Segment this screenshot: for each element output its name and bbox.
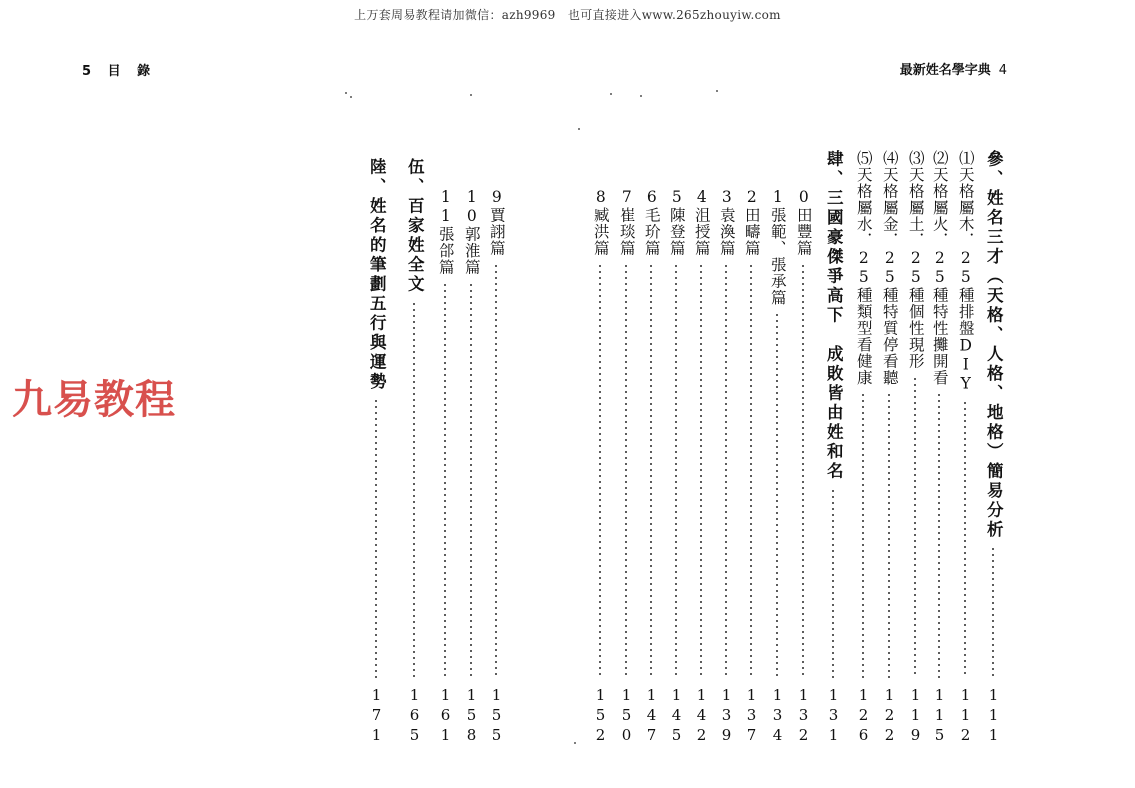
scan-speck [345, 92, 347, 94]
toc-entry-page: 122 [880, 686, 899, 746]
toc-entry-page: 132 [794, 686, 813, 746]
toc-entry[interactable] [877, 150, 901, 746]
toc-entry-title: 肆、三國豪傑爭高下 成敗皆由姓和名 [824, 150, 844, 482]
toc-entry-title: 8臧洪篇 [591, 188, 610, 257]
leader-dots [725, 263, 727, 679]
toc-entry-title: ⑸天格屬水．25種類型看健康 [854, 150, 873, 386]
toc-entry-page: 161 [436, 686, 455, 746]
leader-dots [992, 546, 994, 678]
toc-entry[interactable] [953, 150, 977, 746]
toc-entry-title: 7崔琰篇 [617, 188, 636, 257]
leader-dots [470, 282, 472, 679]
scan-speck [716, 90, 718, 92]
page-header-right [900, 59, 1007, 78]
toc-entry-page: 137 [742, 686, 761, 746]
toc-entry-title: ⑷天格屬金．25種特質停看聽 [880, 150, 899, 386]
toc-entry-page: 155 [487, 686, 506, 746]
toc-entry[interactable] [664, 188, 688, 746]
toc-entry[interactable] [739, 188, 763, 746]
toc-entry-page: 134 [768, 686, 787, 746]
toc-entry-title: 6毛玠篇 [642, 188, 661, 257]
toc-entry-page: 126 [854, 686, 873, 746]
toc-entry-page: 115 [930, 686, 949, 746]
leader-dots [964, 400, 966, 679]
toc-entry-page: 152 [591, 686, 610, 746]
toc-entry-title: 9賈詡篇 [487, 188, 506, 257]
toc-entry-page: 119 [906, 686, 925, 746]
toc-entry[interactable] [903, 150, 927, 746]
toc-entry-section-4[interactable] [821, 150, 845, 746]
scan-speck [610, 93, 612, 95]
toc-entry[interactable] [927, 150, 951, 746]
leader-dots [650, 263, 652, 679]
toc-entry[interactable] [433, 188, 457, 746]
toc-entry[interactable] [714, 188, 738, 746]
leader-dots [802, 263, 804, 679]
leader-dots [938, 392, 940, 678]
toc-entry-page: 142 [692, 686, 711, 746]
toc-entry-page: 171 [367, 686, 386, 746]
scan-speck [574, 742, 576, 744]
toc-entry[interactable] [639, 188, 663, 746]
leader-dots [495, 263, 497, 679]
scan-speck [350, 96, 352, 98]
toc-entry-title: 參、姓名三才（天格、人格、地格）簡易分析 [984, 150, 1004, 540]
leader-dots [675, 263, 677, 679]
toc-entry-title: 11張郃篇 [436, 188, 455, 276]
toc-entry-page: 145 [667, 686, 686, 746]
toc-entry[interactable] [459, 188, 483, 746]
toc-entry-title: 陸、姓名的筆劃五行與運勢 [367, 158, 387, 392]
leader-dots [888, 392, 890, 678]
website-banner: 上万套周易教程请加微信：azh9969 也可直接进入www.265zhouyiw.com [354, 8, 781, 22]
toc-entry-title: 4沮授篇 [692, 188, 711, 257]
leader-dots [750, 263, 752, 679]
toc-entry[interactable] [614, 188, 638, 746]
toc-entry-page: 158 [462, 686, 481, 746]
toc-entry-title: 2田疇篇 [742, 188, 761, 257]
toc-entry-section-3[interactable] [981, 150, 1005, 746]
book-title: 最新姓名學字典 [899, 63, 991, 78]
toc-entry-title: 1張範、張承篇 [768, 188, 787, 306]
leader-dots [444, 282, 446, 679]
leader-dots [832, 488, 834, 679]
leader-dots [625, 263, 627, 679]
toc-entry-page: 112 [956, 686, 975, 746]
leader-dots [599, 263, 601, 679]
toc-entry-page: 165 [405, 686, 424, 746]
toc-entry[interactable] [689, 188, 713, 746]
leader-dots [862, 392, 864, 678]
toc-entry-title: 10郭淮篇 [462, 188, 481, 276]
toc-entry[interactable] [484, 188, 508, 746]
toc-entry-title: 伍、百家姓全文 [405, 158, 425, 295]
toc-entry-section-5[interactable] [402, 158, 426, 746]
toc-entry-page: 131 [824, 686, 843, 746]
leader-dots [700, 263, 702, 679]
toc-entry-title: 0田豐篇 [794, 188, 813, 257]
toc-entry-page: 111 [984, 686, 1003, 746]
leader-dots [776, 312, 778, 678]
toc-entry-page: 147 [642, 686, 661, 746]
scan-speck [578, 128, 580, 130]
toc-entry-page: 139 [717, 686, 736, 746]
toc-entry-title: ⑴天格屬木．25種排盤DIY [956, 150, 975, 394]
toc-entry-title: ⑶天格屬土．25種個性現形 [906, 150, 925, 370]
toc-entry-title: 5陳登篇 [667, 188, 686, 257]
toc-entry[interactable] [588, 188, 612, 746]
toc-entry[interactable] [765, 188, 789, 746]
toc-entry-page: 150 [617, 686, 636, 746]
toc-entry-title: ⑵天格屬火．25種特性攤開看 [930, 150, 949, 386]
toc-entry-title: 3袁渙篇 [717, 188, 736, 257]
page-number: 4 [998, 63, 1007, 78]
leader-dots [914, 376, 916, 679]
page-header-left: 5 目 錄 [82, 64, 157, 79]
toc-entry-section-6[interactable] [364, 158, 388, 746]
toc-entry[interactable] [791, 188, 815, 746]
leader-dots [413, 301, 415, 679]
toc-entry[interactable] [851, 150, 875, 746]
watermark-logo: 九易教程 [12, 377, 176, 423]
scan-speck [640, 95, 642, 97]
leader-dots [375, 398, 377, 678]
scan-speck [470, 94, 472, 96]
